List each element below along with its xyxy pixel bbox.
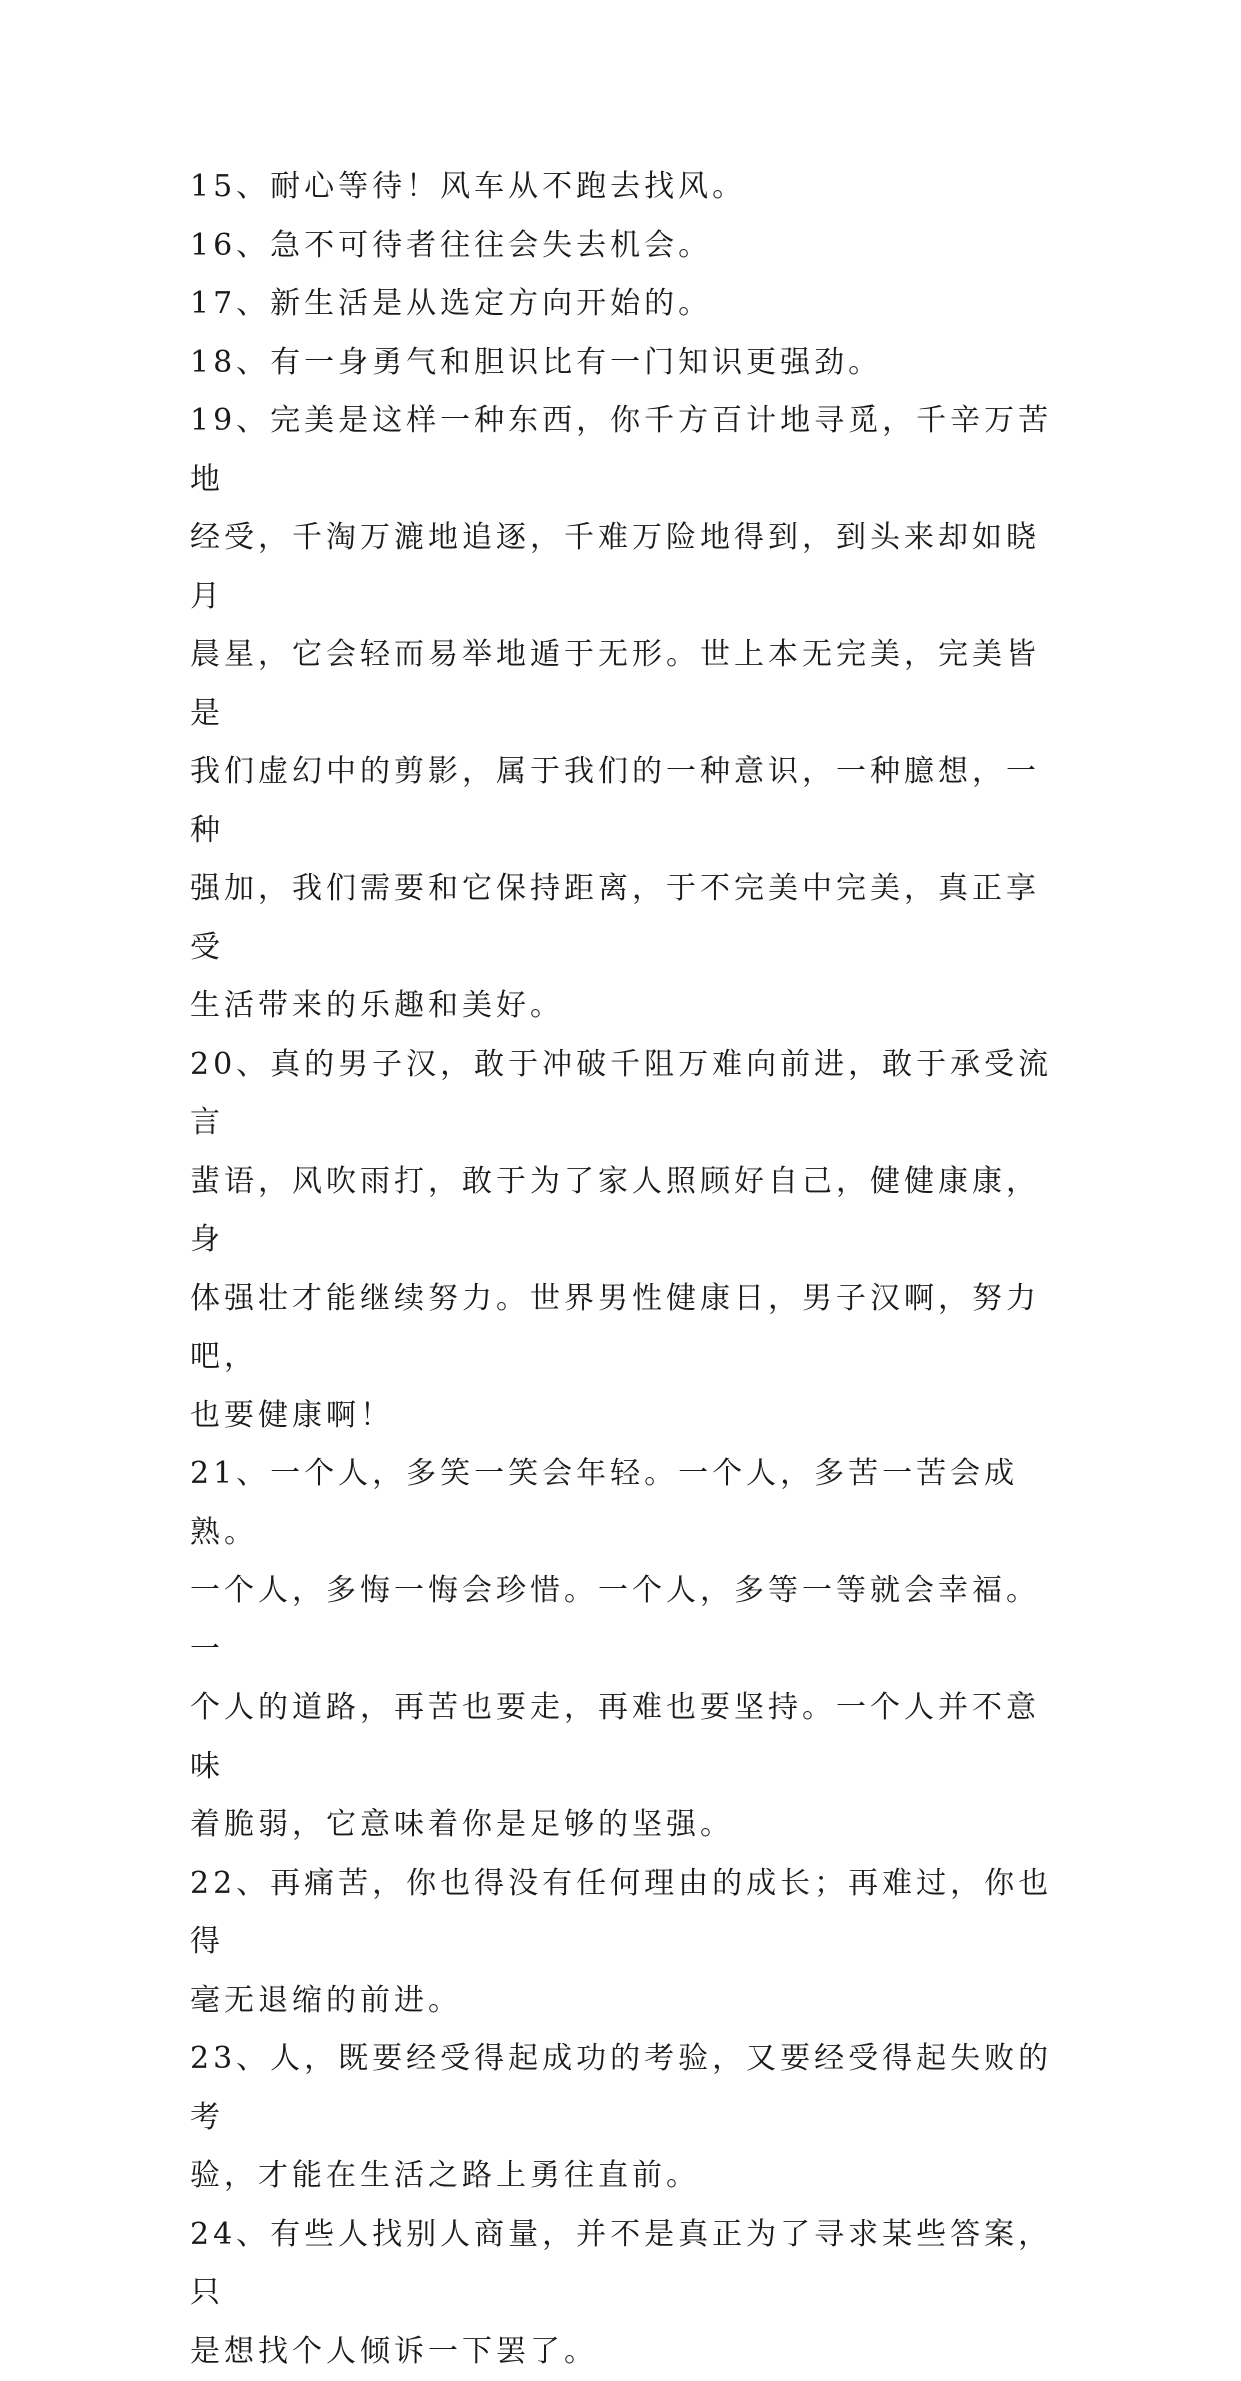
quote-17: 17、新生活是从选定方向开始的。 xyxy=(190,275,1070,334)
quote-21-line-2: 一个人，多悔一悔会珍惜。一个人，多等一等就会幸福。一 xyxy=(190,1562,1070,1679)
quote-22-line-2: 毫无退缩的前进。 xyxy=(190,1972,1070,2031)
quote-23 xyxy=(190,2030,1070,2206)
quote-23-line-1: 23、人，既要经受得起成功的考验，又要经受得起失败的考 xyxy=(190,2030,1070,2147)
quote-20-line-2: 蜚语，风吹雨打，敢于为了家人照顾好自己，健健康康，身 xyxy=(190,1153,1070,1270)
quote-21-line-1: 21、一个人，多笑一笑会年轻。一个人，多苦一苦会成熟。 xyxy=(190,1445,1070,1562)
quote-list xyxy=(190,158,1070,2381)
quote-19-line-6: 生活带来的乐趣和美好。 xyxy=(190,977,1070,1036)
quote-23-line-2: 验，才能在生活之路上勇往直前。 xyxy=(190,2147,1070,2206)
quote-21 xyxy=(190,1445,1070,1855)
quote-19-line-3: 晨星，它会轻而易举地遁于无形。世上本无完美，完美皆是 xyxy=(190,626,1070,743)
quote-19-line-1: 19、完美是这样一种东西，你千方百计地寻觅，千辛万苦地 xyxy=(190,392,1070,509)
quote-15: 15、耐心等待！风车从不跑去找风。 xyxy=(190,158,1070,217)
quote-19-line-5: 强加，我们需要和它保持距离，于不完美中完美，真正享受 xyxy=(190,860,1070,977)
quote-18: 18、有一身勇气和胆识比有一门知识更强劲。 xyxy=(190,334,1070,393)
quote-22 xyxy=(190,1855,1070,2031)
quote-20 xyxy=(190,1036,1070,1446)
quote-20-line-3: 体强壮才能继续努力。世界男性健康日，男子汉啊，努力吧， xyxy=(190,1270,1070,1387)
quote-19-line-2: 经受，千淘万漉地追逐，千难万险地得到，到头来却如晓月 xyxy=(190,509,1070,626)
quote-16: 16、急不可待者往往会失去机会。 xyxy=(190,217,1070,276)
quote-19-line-4: 我们虚幻中的剪影，属于我们的一种意识，一种臆想，一种 xyxy=(190,743,1070,860)
quote-24-line-2: 是想找个人倾诉一下罢了。 xyxy=(190,2323,1070,2381)
quote-20-line-4: 也要健康啊！ xyxy=(190,1387,1070,1446)
quote-19 xyxy=(190,392,1070,1036)
quote-21-line-3: 个人的道路，再苦也要走，再难也要坚持。一个人并不意味 xyxy=(190,1679,1070,1796)
quote-22-line-1: 22、再痛苦，你也得没有任何理由的成长；再难过，你也得 xyxy=(190,1855,1070,1972)
quote-24-line-1: 24、有些人找别人商量，并不是真正为了寻求某些答案，只 xyxy=(190,2206,1070,2323)
quote-20-line-1: 20、真的男子汉，敢于冲破千阻万难向前进，敢于承受流言 xyxy=(190,1036,1070,1153)
quote-24 xyxy=(190,2206,1070,2381)
quote-21-line-4: 着脆弱，它意味着你是足够的坚强。 xyxy=(190,1796,1070,1855)
